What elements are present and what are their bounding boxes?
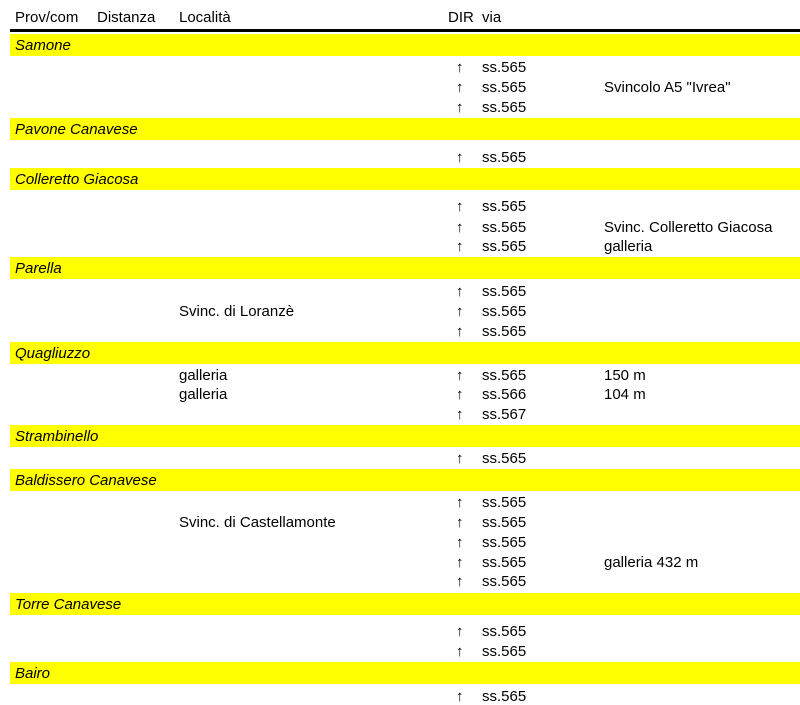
town-header: [10, 425, 800, 447]
localita-cell: Svinc. di Loranzè: [179, 303, 295, 320]
road-cell: ss.565: [482, 303, 527, 320]
road-cell: ss.565: [482, 283, 527, 300]
town-header: [10, 593, 800, 615]
direction-arrow-icon: ↑: [456, 643, 464, 660]
road-cell: ss.566: [482, 386, 527, 403]
note-cell: Svinc. Colleretto Giacosa: [604, 219, 773, 236]
road-cell: ss.565: [482, 623, 527, 640]
direction-arrow-icon: ↑: [456, 99, 464, 116]
note-cell: Svincolo A5 "Ivrea": [604, 79, 731, 96]
town-name: Bairo: [15, 665, 51, 682]
direction-arrow-icon: ↑: [456, 367, 464, 384]
road-cell: ss.567: [482, 406, 527, 423]
road-cell: ss.565: [482, 323, 527, 340]
direction-arrow-icon: ↑: [456, 494, 464, 511]
road-cell: ss.565: [482, 450, 527, 467]
road-cell: ss.565: [482, 198, 527, 215]
road-cell: ss.565: [482, 534, 527, 551]
direction-arrow-icon: ↑: [456, 323, 464, 340]
road-cell: ss.565: [482, 219, 527, 236]
direction-arrow-icon: ↑: [456, 219, 464, 236]
town-name: Pavone Canavese: [15, 121, 138, 138]
header-distanza: Distanza: [97, 9, 156, 26]
direction-arrow-icon: ↑: [456, 198, 464, 215]
town-name: Colleretto Giacosa: [15, 171, 139, 188]
direction-arrow-icon: ↑: [456, 554, 464, 571]
direction-arrow-icon: ↑: [456, 688, 464, 705]
localita-cell: Svinc. di Castellamonte: [179, 514, 336, 531]
direction-arrow-icon: ↑: [456, 303, 464, 320]
town-header: [10, 469, 800, 491]
header-rule: [10, 29, 800, 32]
town-name: Torre Canavese: [15, 596, 122, 613]
note-cell: 104 m: [604, 386, 646, 403]
town-name: Samone: [15, 37, 71, 54]
town-header: [10, 257, 800, 279]
direction-arrow-icon: ↑: [456, 514, 464, 531]
road-cell: ss.565: [482, 554, 527, 571]
direction-arrow-icon: ↑: [456, 573, 464, 590]
header-localita: Località: [179, 9, 231, 26]
road-cell: ss.565: [482, 59, 527, 76]
direction-arrow-icon: ↑: [456, 59, 464, 76]
direction-arrow-icon: ↑: [456, 534, 464, 551]
road-cell: ss.565: [482, 99, 527, 116]
note-cell: galleria: [604, 238, 653, 255]
road-cell: ss.565: [482, 494, 527, 511]
road-cell: ss.565: [482, 573, 527, 590]
town-name: Parella: [15, 260, 62, 277]
header-via: via: [482, 9, 502, 26]
direction-arrow-icon: ↑: [456, 149, 464, 166]
road-cell: ss.565: [482, 643, 527, 660]
note-cell: galleria 432 m: [604, 554, 699, 571]
header-prov-com: Prov/com: [15, 9, 79, 26]
town-header: [10, 168, 800, 190]
town-name: Quagliuzzo: [15, 345, 91, 362]
town-header: [10, 342, 800, 364]
table-header: [0, 0, 800, 32]
header-dir: DIR: [448, 9, 474, 26]
direction-arrow-icon: ↑: [456, 283, 464, 300]
direction-arrow-icon: ↑: [456, 386, 464, 403]
direction-arrow-icon: ↑: [456, 623, 464, 640]
town-header: [10, 34, 800, 56]
town-header: [10, 118, 800, 140]
road-cell: ss.565: [482, 149, 527, 166]
town-header: [10, 662, 800, 684]
town-name: Strambinello: [15, 428, 99, 445]
road-cell: ss.565: [482, 238, 527, 255]
direction-arrow-icon: ↑: [456, 450, 464, 467]
road-cell: ss.565: [482, 514, 527, 531]
localita-cell: galleria: [179, 386, 228, 403]
note-cell: 150 m: [604, 367, 646, 384]
town-name: Baldissero Canavese: [15, 472, 157, 489]
direction-arrow-icon: ↑: [456, 79, 464, 96]
road-cell: ss.565: [482, 79, 527, 96]
direction-arrow-icon: ↑: [456, 406, 464, 423]
road-cell: ss.565: [482, 688, 527, 705]
localita-cell: galleria: [179, 367, 228, 384]
direction-arrow-icon: ↑: [456, 238, 464, 255]
road-cell: ss.565: [482, 367, 527, 384]
